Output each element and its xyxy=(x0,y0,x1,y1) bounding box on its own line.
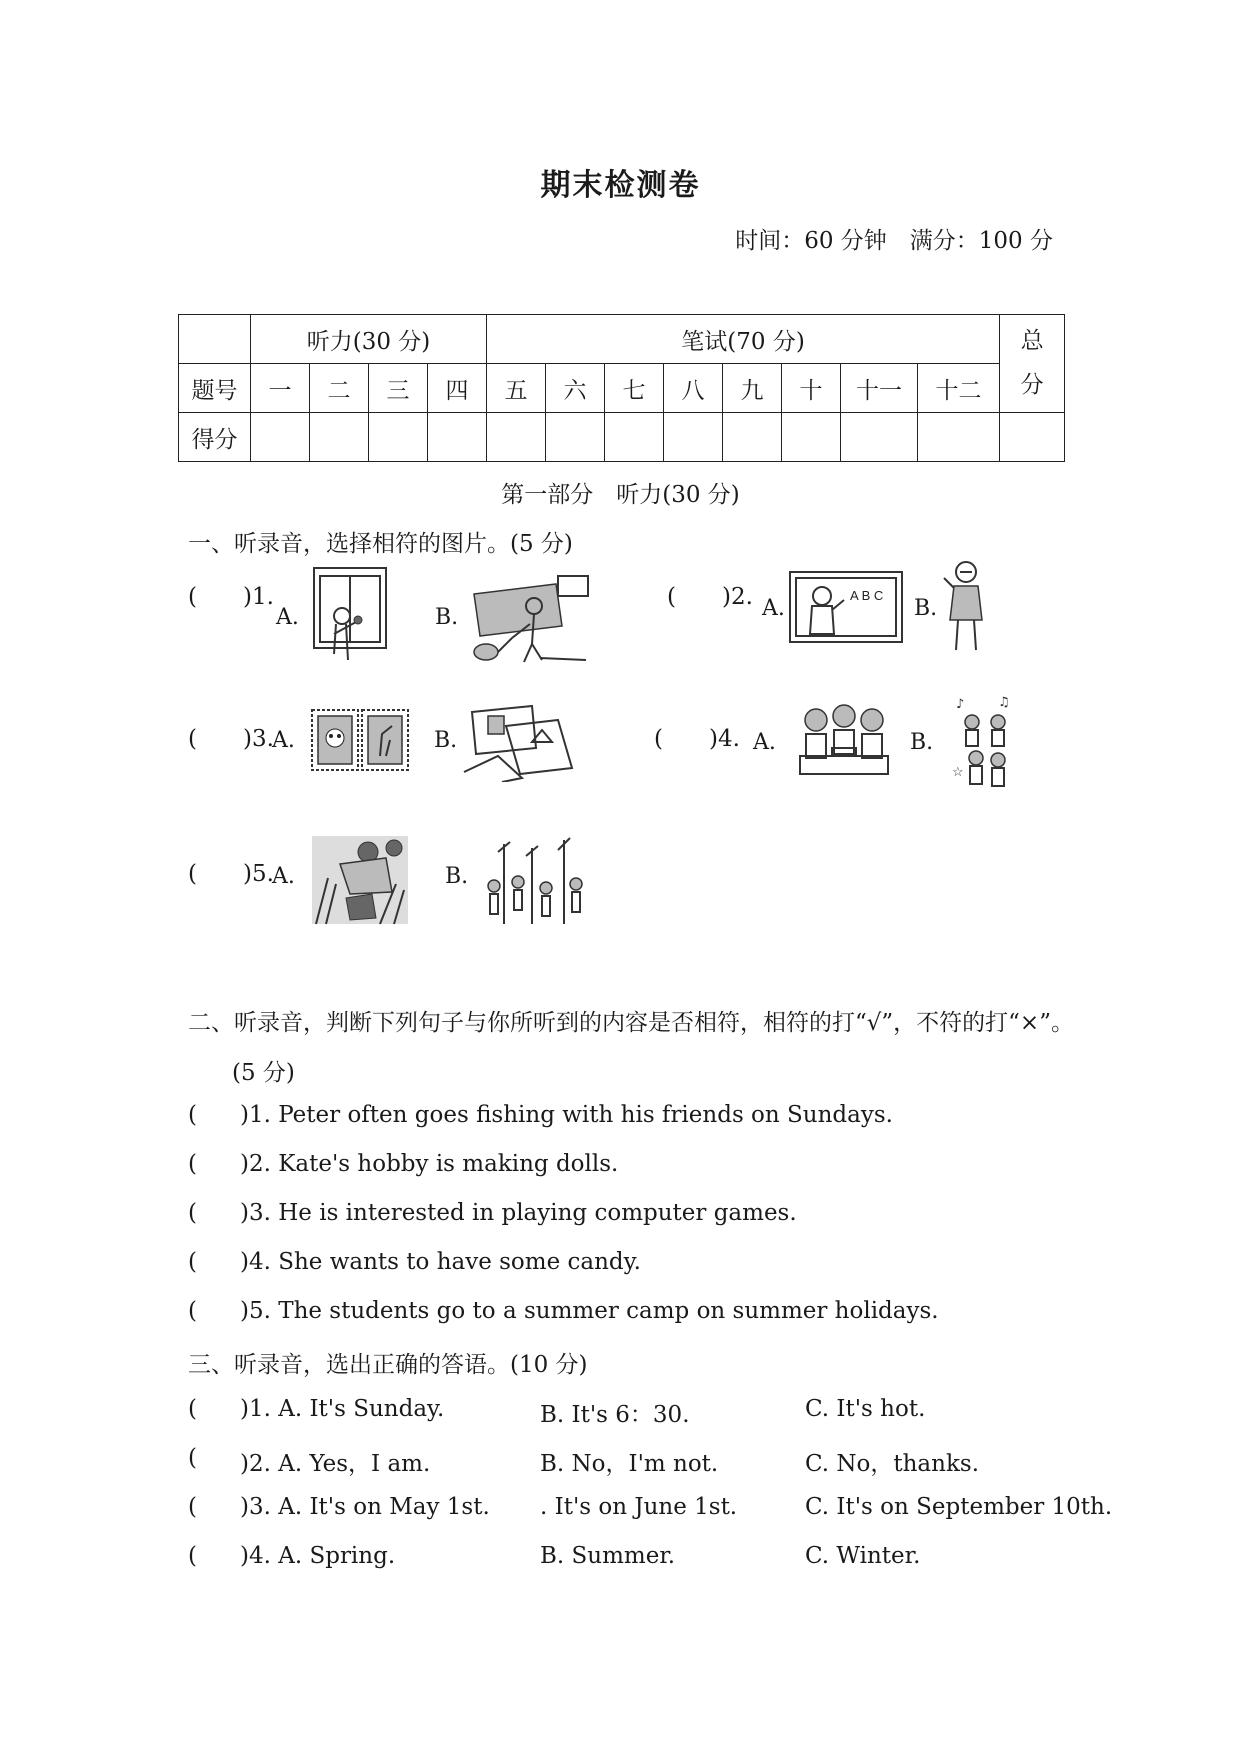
question-number: 三 xyxy=(369,364,428,413)
option-a-label: A. xyxy=(276,605,299,630)
choice-c: C. It's hot. xyxy=(805,1396,926,1422)
question-number: 七 xyxy=(605,364,664,413)
choice-b: B. No，I'm not. xyxy=(540,1451,719,1477)
table-corner-cell xyxy=(179,315,251,364)
choice-b: B. Summer. xyxy=(540,1543,676,1569)
total-header-top: 总 xyxy=(1020,327,1044,354)
answer-blank[interactable]: ( xyxy=(188,1200,197,1226)
teacher-at-blackboard-picture[interactable] xyxy=(788,570,904,644)
question-number: 五 xyxy=(487,364,546,413)
score-cell[interactable] xyxy=(310,413,369,462)
option-b-label: B. xyxy=(445,864,469,889)
question-number: 十一 xyxy=(841,364,918,413)
choice-c: C. No，thanks. xyxy=(805,1451,980,1477)
answer-blank[interactable]: ( xyxy=(188,1151,197,1177)
blackboard-text: A B C xyxy=(850,588,884,603)
answer-blank-5[interactable]: ( )5. xyxy=(188,861,274,887)
question-number: 八 xyxy=(664,364,723,413)
total-header-bottom: 分 xyxy=(1020,371,1044,398)
question-number: 一 xyxy=(251,364,310,413)
question-number: 十二 xyxy=(918,364,1000,413)
option-a-label: A. xyxy=(762,596,785,621)
boy-cleaning-window-picture[interactable] xyxy=(306,564,392,666)
boy-vacuuming-picture[interactable] xyxy=(466,574,598,670)
answer-blank[interactable]: ( xyxy=(188,1494,197,1520)
making-cards-picture[interactable] xyxy=(462,702,584,782)
stamps-picture[interactable] xyxy=(310,708,410,774)
answer-blank-3[interactable]: ( )3. xyxy=(188,726,274,752)
score-cell[interactable] xyxy=(546,413,605,462)
row-label-score: 得分 xyxy=(179,413,251,462)
choice-a: )4. A. Spring. xyxy=(240,1543,396,1569)
part1-title: 第一部分 听力(30 分) xyxy=(501,482,740,508)
score-cell[interactable] xyxy=(605,413,664,462)
statement-3: )3. He is interested in playing computer games. xyxy=(240,1200,797,1226)
choice-c: C. Winter. xyxy=(805,1543,921,1569)
choice-b: . It's on June 1st. xyxy=(540,1494,738,1520)
writing-header: 笔试(70 分) xyxy=(487,315,1000,364)
question-number: 二 xyxy=(310,364,369,413)
statement-5: )5. The students go to a summer camp on summer holidays. xyxy=(240,1298,939,1324)
score-cell[interactable] xyxy=(251,413,310,462)
statement-1: )1. Peter often goes fishing with his friends on Sundays. xyxy=(240,1102,893,1128)
section2-score: (5 分) xyxy=(232,1060,295,1086)
choice-a: )2. A. Yes，I am. xyxy=(240,1451,431,1477)
answer-blank[interactable]: ( xyxy=(188,1396,197,1422)
option-a-label: A. xyxy=(272,864,295,889)
score-cell[interactable] xyxy=(918,413,1000,462)
section3-title: 三、听录音，选出正确的答语。(10 分) xyxy=(188,1352,588,1378)
score-cell[interactable] xyxy=(487,413,546,462)
option-b-label: B. xyxy=(434,728,458,753)
score-cell[interactable] xyxy=(369,413,428,462)
score-cell[interactable] xyxy=(782,413,841,462)
score-cell[interactable] xyxy=(664,413,723,462)
option-a-label: A. xyxy=(753,730,776,755)
option-b-label: B. xyxy=(435,605,459,630)
choice-b: B. It's 6：30. xyxy=(540,1402,690,1428)
answer-blank-2[interactable]: ( )2. xyxy=(667,584,753,610)
listening-header: 听力(30 分) xyxy=(251,315,487,364)
birthday-party-picture[interactable] xyxy=(796,700,892,778)
answer-blank[interactable]: ( xyxy=(188,1249,197,1275)
option-a-label: A. xyxy=(272,728,295,753)
planting-trees-picture[interactable] xyxy=(484,834,586,926)
page-title: 期末检测卷 xyxy=(540,168,701,203)
time-and-score-line: 时间：60 分钟 满分：100 分 xyxy=(735,228,1053,254)
section2-title: 二、听录音，判断下列句子与你所听到的内容是否相符，相符的打“√”，不符的打“×”。 xyxy=(188,1010,1074,1036)
choice-a: )1. A. It's Sunday. xyxy=(240,1396,445,1422)
statement-2: )2. Kate's hobby is making dolls. xyxy=(240,1151,619,1177)
answer-blank-4[interactable]: ( )4. xyxy=(654,726,740,752)
question-number: 六 xyxy=(546,364,605,413)
svg-text:♫: ♫ xyxy=(998,695,1010,710)
answer-blank[interactable]: ( xyxy=(188,1445,197,1471)
choice-a: )3. A. It's on May 1st. xyxy=(240,1494,490,1520)
answer-blank[interactable]: ( xyxy=(188,1298,197,1324)
score-cell[interactable] xyxy=(428,413,487,462)
statement-4: )4. She wants to have some candy. xyxy=(240,1249,641,1275)
svg-text:☆: ☆ xyxy=(952,765,964,780)
man-with-glasses-picture[interactable] xyxy=(936,558,998,654)
score-cell[interactable] xyxy=(1000,413,1065,462)
children-singing-picture[interactable] xyxy=(950,694,1022,790)
score-cell[interactable] xyxy=(841,413,918,462)
section1-title: 一、听录音，选择相符的图片。(5 分) xyxy=(188,531,573,557)
option-b-label: B. xyxy=(910,730,934,755)
answer-blank[interactable]: ( xyxy=(188,1543,197,1569)
question-number: 四 xyxy=(428,364,487,413)
choice-c: C. It's on September 10th. xyxy=(805,1494,1113,1520)
score-table xyxy=(178,314,1065,462)
total-header xyxy=(1000,315,1065,413)
answer-blank[interactable]: ( xyxy=(188,1102,197,1128)
farm-harvest-picture[interactable] xyxy=(310,834,410,926)
row-label-number: 题号 xyxy=(179,364,251,413)
option-b-label: B. xyxy=(914,596,938,621)
question-number: 十 xyxy=(782,364,841,413)
question-number: 九 xyxy=(723,364,782,413)
answer-blank-1[interactable]: ( )1. xyxy=(188,584,274,610)
svg-text:♪: ♪ xyxy=(956,697,965,712)
score-cell[interactable] xyxy=(723,413,782,462)
